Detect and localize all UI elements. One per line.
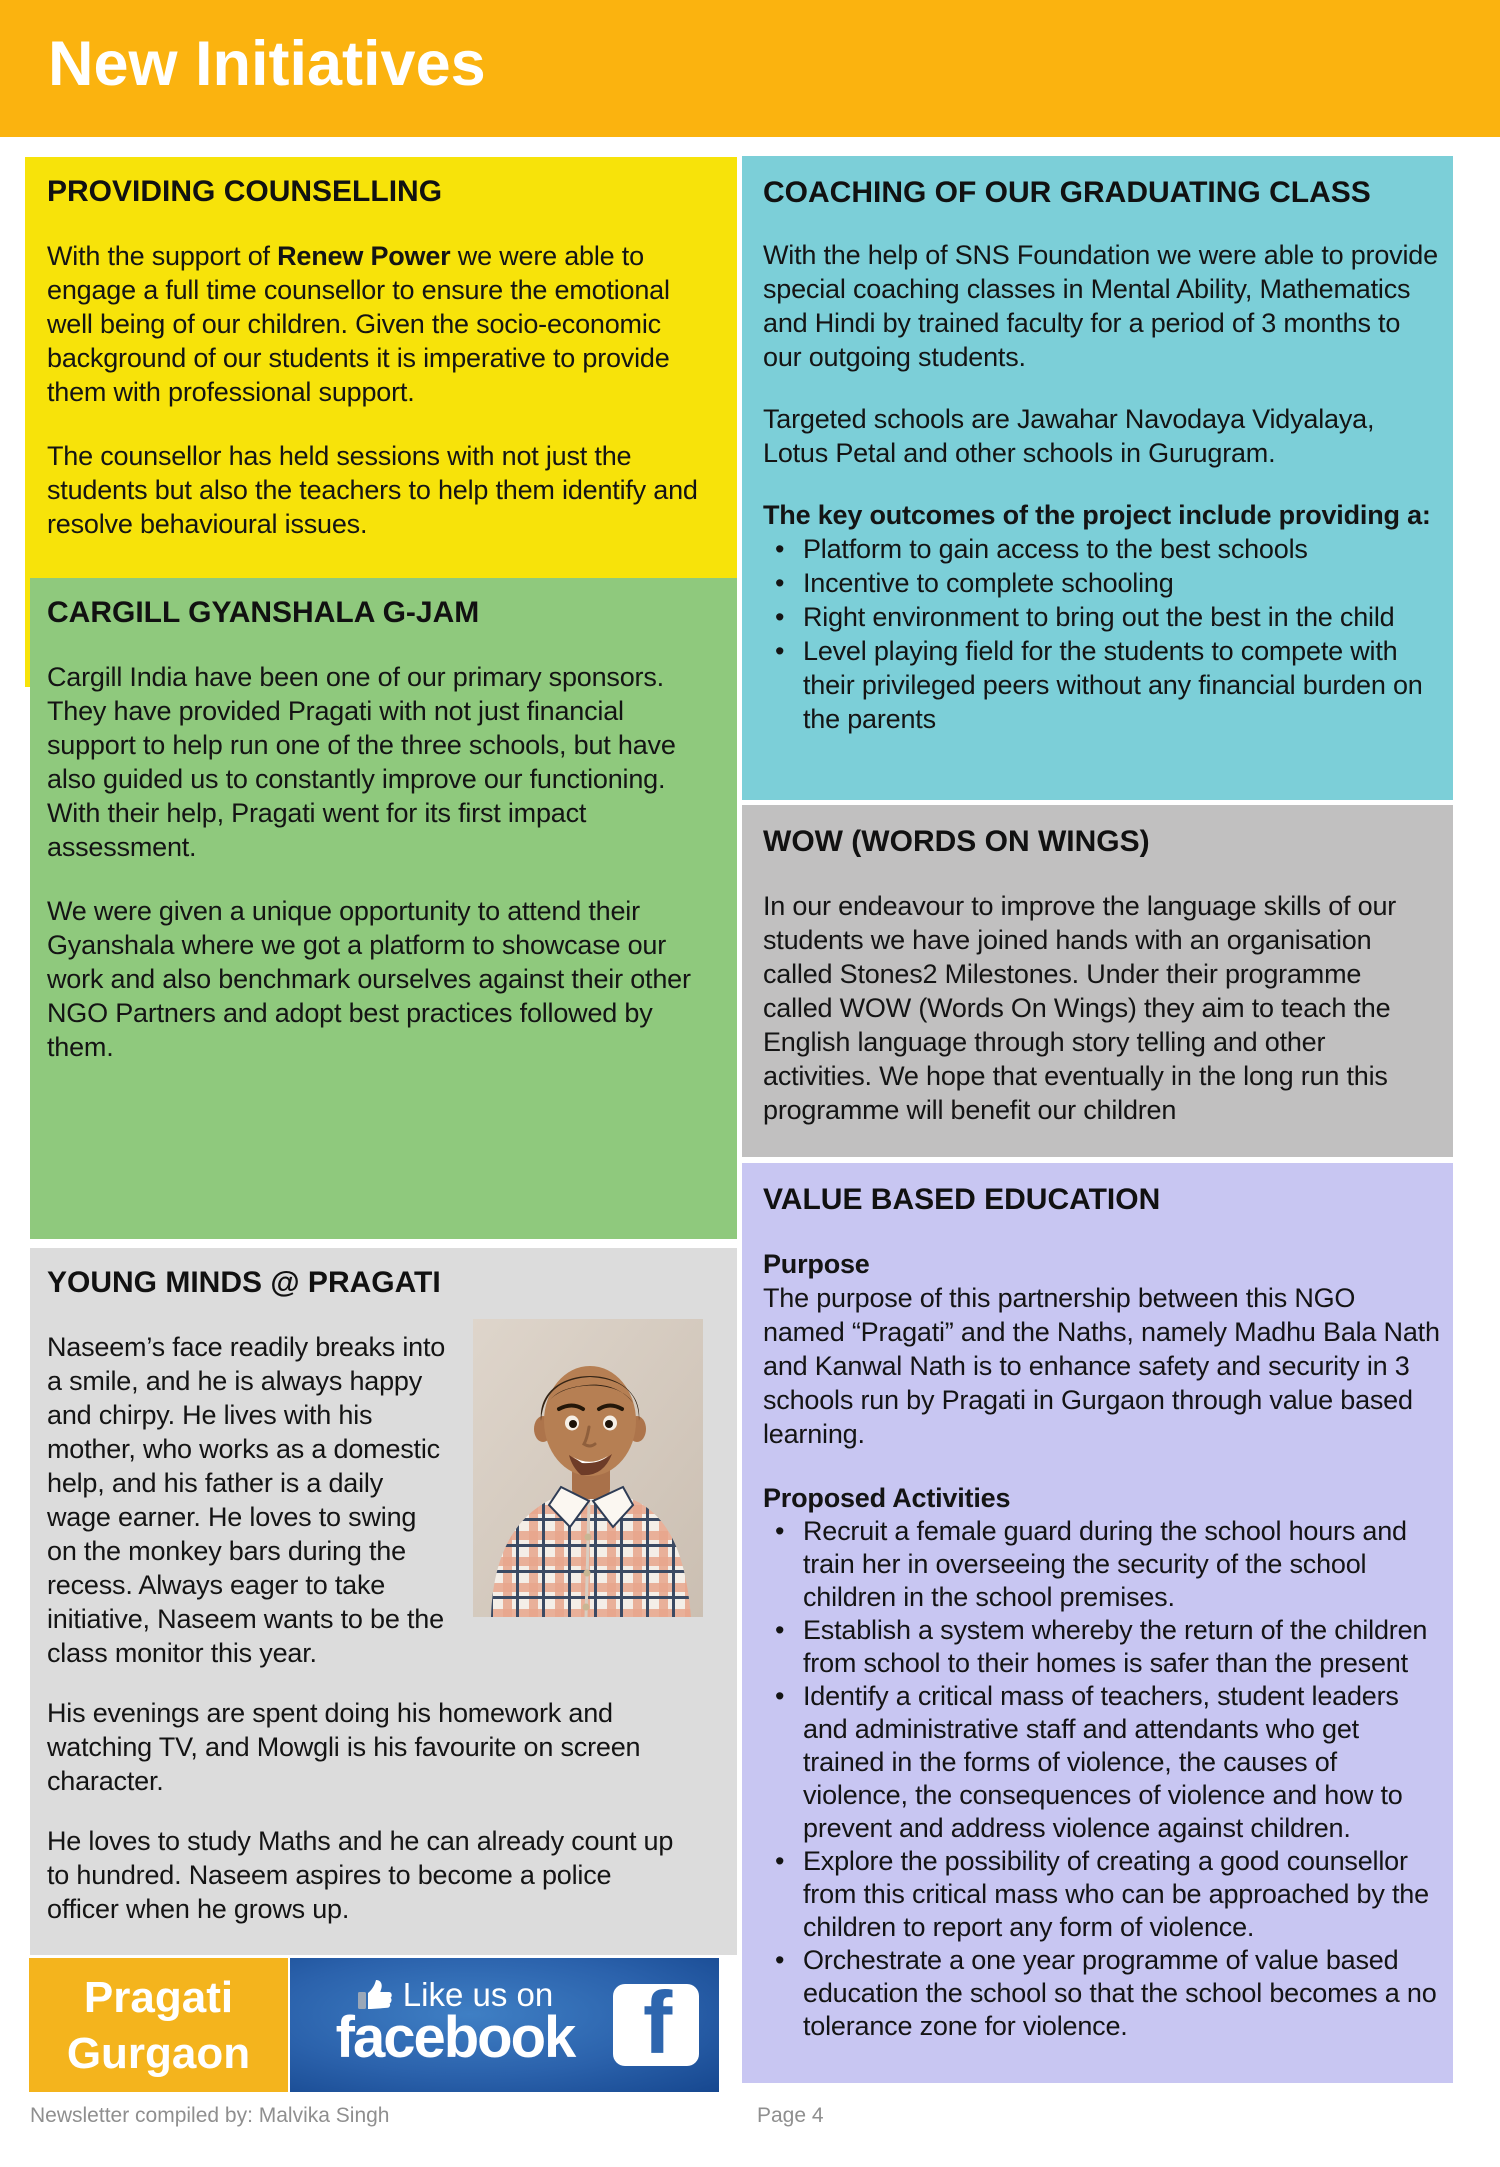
coaching-paragraph-1: With the help of SNS Foundation we were able to provide special coaching classes in Mental Ability, Mathematics and Hindi by trained faculty for a period of 3 months to our outgoing students. bbox=[763, 240, 1438, 372]
paragraph-text: With the support of bbox=[47, 241, 278, 271]
facebook-f-letter: f bbox=[643, 1984, 673, 2066]
section-heading: COACHING OF OUR GRADUATING CLASS bbox=[763, 176, 1371, 209]
bullet-item: • Right environment to bring out the best in the child bbox=[763, 600, 1439, 634]
boy-portrait-illustration bbox=[473, 1319, 703, 1617]
pragati-line: Pragati bbox=[83, 1973, 234, 2022]
section-young-minds bbox=[30, 1248, 737, 1955]
young-minds-paragraph-2: His evenings are spent doing his homework and watching TV, and Mowgli is his favourite on screen character. bbox=[47, 1698, 641, 1796]
facebook-wordmark: facebook bbox=[335, 2005, 575, 2070]
bullet-item: • Explore the possibility of creating a good counsellor from this critical mass who can be approached by the children to report any form of violence. bbox=[763, 1845, 1441, 1944]
bullet-item: • Establish a system whereby the return of the children from school to their homes is safer than the present bbox=[763, 1614, 1441, 1680]
section-heading: YOUNG MINDS @ PRAGATI bbox=[47, 1266, 441, 1299]
like-us-on-text: Like us on bbox=[402, 1976, 554, 2013]
pragati-gurgaon-badge bbox=[29, 1958, 288, 2092]
counselling-paragraph-1 bbox=[47, 239, 717, 409]
bullet-item: • Recruit a female guard during the school hours and train her in overseeing the security of the school children in the school premises. bbox=[763, 1515, 1441, 1614]
bullet-item: • Identify a critical mass of teachers, student leaders and administrative staff and attendants who get trained in the forms of violence, the causes of violence, the consequences of violence and how to prevent and address violence against children. bbox=[763, 1680, 1441, 1845]
coaching-paragraph-2: Targeted schools are Jawahar Navodaya Vidyalaya, Lotus Petal and other schools in Gurugram. bbox=[763, 404, 1375, 468]
bullet-item: • Incentive to complete schooling bbox=[763, 566, 1439, 600]
section-heading: WOW (WORDS ON WINGS) bbox=[763, 825, 1150, 858]
coaching-outcomes-label: The key outcomes of the project include providing a: bbox=[763, 500, 1431, 530]
cargill-paragraph-1: Cargill India have been one of our primary sponsors. They have provided Pragati with not just financial support to help run one of the three schools, but have also guided us to constantly improve our functioning. With their help, Pragati went for its first impact assessment. bbox=[47, 662, 676, 862]
young-minds-paragraph-3: He loves to study Maths and he can already count up to hundred. Naseem aspires to become a police officer when he grows up. bbox=[47, 1826, 674, 1924]
cargill-paragraph-2: We were given a unique opportunity to attend their Gyanshala where we got a platform to showcase our work and also benchmark ourselves against their other NGO Partners and adopt best practices followed by them. bbox=[47, 896, 691, 1062]
bullet-item: • Platform to gain access to the best schools bbox=[763, 532, 1439, 566]
counselling-paragraph-2: The counsellor has held sessions with not just the students but also the teachers to help them identify and resolve behavioural issues. bbox=[47, 441, 698, 539]
naseem-photo bbox=[473, 1319, 703, 1617]
purpose-paragraph: The purpose of this partnership between this NGO named “Pragati” and the Naths, namely Madhu Bala Nath and Kanwal Nath is to enhance safety and security in 3 schools run by Pragati in Gurgaon through value based learning. bbox=[763, 1283, 1440, 1449]
section-heading: PROVIDING COUNSELLING bbox=[47, 175, 443, 208]
gurgaon-line: Gurgaon bbox=[66, 2029, 251, 2078]
page-title: New Initiatives bbox=[48, 28, 486, 99]
coaching-outcomes-list bbox=[763, 532, 1439, 736]
proposed-activities-label: Proposed Activities bbox=[763, 1483, 1011, 1513]
bullet-item: • Level playing field for the students to compete with their privileged peers without any financial burden on the parents bbox=[763, 634, 1439, 736]
paragraph-text: we were able to engage a full time counsellor to ensure the emotional well being of our children. Given the socio-economic background of our students it is imperative to provide them with professional support. bbox=[47, 241, 670, 407]
section-providing-counselling bbox=[30, 157, 737, 578]
section-wow-words-on-wings bbox=[742, 805, 1453, 1157]
young-minds-paragraph-1: Naseem’s face readily breaks into a smile, and he is always happy and chirpy. He lives with his mother, who works as a domestic help, and his father is a daily wage earner. He loves to swing on the monkey bars during the recess. Always eager to take initiative, Naseem wants to be the class monitor this year. bbox=[47, 1332, 446, 1668]
section-cargill-gyanshala bbox=[30, 578, 737, 1239]
section-value-based-education bbox=[742, 1163, 1453, 2083]
facebook-logo[interactable] bbox=[613, 1984, 699, 2066]
wow-paragraph: In our endeavour to improve the language skills of our students we have joined hands with an organisation called Stones2 Milestones. Under their programme called WOW (Words On Wings) they aim to teach the English language through story telling and other activities. We hope that eventually in the long run this programme will benefit our children bbox=[763, 891, 1397, 1125]
masthead bbox=[0, 0, 1500, 137]
section-heading: VALUE BASED EDUCATION bbox=[763, 1183, 1161, 1216]
footer-compiled-by: Newsletter compiled by: Malvika Singh bbox=[30, 2104, 390, 2127]
section-coaching-graduating-class bbox=[742, 156, 1453, 800]
footer-page-number: Page 4 bbox=[757, 2104, 824, 2127]
sponsor-name-bold: Renew Power bbox=[277, 241, 451, 271]
bullet-item: • Orchestrate a one year programme of value based education the school so that the school becomes a no tolerance zone for violence. bbox=[763, 1944, 1441, 2043]
section-heading: CARGILL GYANSHALA G-JAM bbox=[47, 596, 480, 629]
purpose-label: Purpose bbox=[763, 1249, 870, 1279]
facebook-banner[interactable] bbox=[290, 1958, 719, 2092]
proposed-activities-list bbox=[763, 1515, 1441, 2043]
